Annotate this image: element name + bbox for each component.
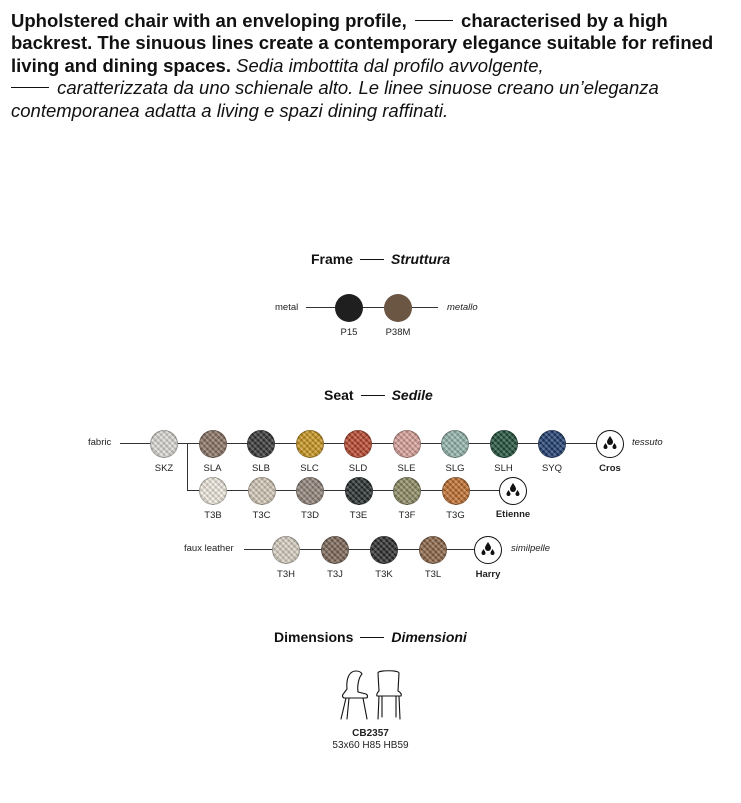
swatch-T3J[interactable] <box>321 536 349 564</box>
swatch-P38M[interactable] <box>384 294 412 322</box>
frame-label-it: metallo <box>447 302 478 313</box>
swatch-SLC[interactable] <box>296 430 324 458</box>
leather-label-en: faux leather <box>184 543 234 554</box>
description-en-part1: Upholstered chair with an enveloping profile, <box>11 10 407 31</box>
swatch-SLA[interactable] <box>199 430 227 458</box>
swatch-SLG[interactable] <box>441 430 469 458</box>
swatch-code: P15 <box>340 327 358 338</box>
description-dash <box>11 87 49 88</box>
swatch-code: SLE <box>397 463 416 474</box>
swatch-code: SKZ <box>154 463 174 474</box>
swatch-SKZ[interactable] <box>150 430 178 458</box>
frame-heading <box>311 251 450 267</box>
swatch-T3C[interactable] <box>248 477 276 505</box>
dimensions-code: CB2357 <box>352 728 389 739</box>
swatch-T3D[interactable] <box>296 477 324 505</box>
description-en-part2: characterised by a high backrest. The sinuous lines create a contemporary elegance suitable for refined living and dining spaces. <box>11 10 714 76</box>
chair-side-view-icon <box>341 671 368 719</box>
swatch-code: T3H <box>277 569 295 580</box>
swatch-code: T3E <box>349 510 368 521</box>
swatch-code: SLB <box>252 463 270 474</box>
swatch-code: T3B <box>204 510 222 521</box>
frame-title-it: Struttura <box>391 251 451 267</box>
chair-dimension-drawing <box>336 667 408 721</box>
swatch-T3K[interactable] <box>370 536 398 564</box>
dimensions-size: 53x60 H85 HB59 <box>332 740 409 751</box>
swatch-T3H[interactable] <box>272 536 300 564</box>
swatch-T3E[interactable] <box>345 477 373 505</box>
swatch-T3G[interactable] <box>442 477 470 505</box>
care-label: Harry <box>475 569 501 580</box>
swatch-code: SLH <box>494 463 513 474</box>
fabric-label-en: fabric <box>88 437 112 448</box>
swatch-code: T3D <box>301 510 319 521</box>
swatch-code: SLC <box>300 463 319 474</box>
description-it-part1: Sedia imbottita dal profilo avvolgente, <box>236 54 544 76</box>
swatch-code: T3C <box>252 510 271 521</box>
water-drops-icon <box>597 431 623 457</box>
swatch-SLH[interactable] <box>490 430 518 458</box>
swatch-code: T3J <box>327 569 343 580</box>
swatch-code: SLA <box>203 463 222 474</box>
seat-heading <box>324 387 433 403</box>
heading-dash <box>360 259 384 260</box>
care-icon-etienne <box>499 477 527 505</box>
swatch-SLE[interactable] <box>393 430 421 458</box>
swatch-SYQ[interactable] <box>538 430 566 458</box>
dimensions-heading <box>274 629 467 645</box>
frame-title-en: Frame <box>311 251 354 267</box>
swatch-code: T3G <box>446 510 465 521</box>
seat-title-it: Sedile <box>391 387 433 403</box>
swatch-SLB[interactable] <box>247 430 275 458</box>
heading-dash <box>360 637 384 638</box>
heading-dash <box>361 395 385 396</box>
care-icon-cros <box>596 430 624 458</box>
swatch-code: SYQ <box>541 463 563 474</box>
swatch-T3F[interactable] <box>393 477 421 505</box>
frame-label-en: metal <box>275 302 299 313</box>
swatch-code: T3F <box>398 510 416 521</box>
swatch-T3L[interactable] <box>419 536 447 564</box>
frame-connector-line <box>306 307 438 308</box>
leather-label-it: similpelle <box>511 543 551 554</box>
swatch-T3B[interactable] <box>199 477 227 505</box>
care-label: Cros <box>599 463 621 474</box>
chair-front-view-icon <box>377 671 402 719</box>
description-dash <box>415 20 453 21</box>
care-icon-harry <box>474 536 502 564</box>
water-drops-icon <box>500 478 526 504</box>
dimensions-title-it: Dimensioni <box>391 629 467 645</box>
water-drops-icon <box>475 537 501 563</box>
fabric-label-it: tessuto <box>632 437 663 448</box>
swatch-code: P38M <box>385 327 411 338</box>
swatch-code: SLG <box>445 463 465 474</box>
care-label: Etienne <box>495 509 531 520</box>
product-description <box>11 10 736 122</box>
description-it-part2: caratterizzata da uno schienale alto. Le linee sinuose creano un’eleganza contemporanea adatta a living e spazi dining raffinati. <box>11 77 659 121</box>
dimensions-title-en: Dimensions <box>274 629 354 645</box>
seat-title-en: Seat <box>324 387 354 403</box>
swatch-code: T3L <box>424 569 442 580</box>
swatch-code: SLD <box>348 463 368 474</box>
swatch-code: T3K <box>375 569 393 580</box>
swatch-P15[interactable] <box>335 294 363 322</box>
swatch-SLD[interactable] <box>344 430 372 458</box>
